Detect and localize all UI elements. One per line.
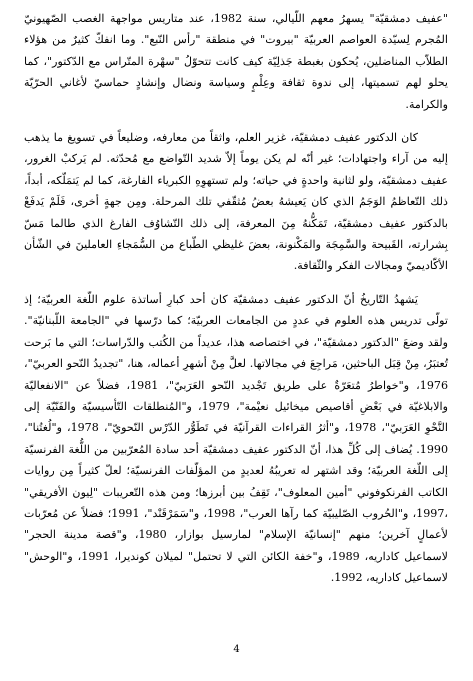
paragraph-3: يَشهدُ التّاريخُ أنّ الدكتور عفيف دمشقيّة كان أحد كبارِ أساتذة علوم اللّغة العربيّة؛ إذ تولّى تدريس هذه العلوم في عددٍ من الجامعات العربيّة؛ كما درّسها في "الجامعة اللّبنانيّة". ولقد وضعَ "الدكتور دمشقيّة"، في اختصاصه هذا، عديداً من الكُتب والدّراسات؛ التي ما بَرحت تُعتبَرُ، مِنْ قِبَل الباحثين، مَراجِعَ في مجالاتها. لعلَّ مِنْ أشهرِ أعماله، هنا، "تجديدُ النّحو العربيّ"، 1976، و"خواطرُ مُتعَرّةٌ على طريق تَجْديد النّحو العَرَبيّ"، 1981، فضلاً عن "الانفعاليّة والابلاغيّة في بَعْضِ أقاصيص ميخائيل نعيْمة"، 1979، و"المُنطلقات التّأسيسيّة والفَنّيّة إلى النَّحْوِ العَرَبيّ"، 1978، و"أثرُ القراءات القرآنيّة في تَطَوُّر الدّرْس النّحويّ"، 1978، و"لُغتُنا"، 1990. يُضاف إلى كُلِّ هذا، أنّ الدكتور عفيف دمشقيّة أحد سادة المُعرّبين من اللُّغة الفرنسيّة إلى اللّغة العربيّة؛ وقد اشتهر له تعريبُهُ لعديدٍ من المؤلّفات الفرنسيّة؛ لعلّ كثيراً مِن روايات الكاتب الفرنكوفوني "أمين المعلوف"، تَقِفُ بين أبرزها؛ ومن هذه التّعريبات "لِيون الأفريقي" ،1997، و"الحُروب الصّليبيّة كما رآها العرب"، 1998، و"سَمَرْقَنْد"، 1991؛ فضلاً عن مُعرّبات لأعمالٍ آخرين؛ منهم "إنسانيّة الإسلام" لمارسيل بوازار، 1980، و"قصة مدينة الحجر" لاسماعيل كاداريه، 1989، و"خفة الكائن التي لا تحتمل" لميلان كونديرا، 1991، و"الوحش" لاسماعيل كاداريه، 1992. (24, 292, 448, 585)
paragraph-1: "عفيف دمشقيّة" يسهرُ معهم اللّيالي، سنة 1982، عند متاريس مواجهة الغصب الصّهيونيّ المُجرم لِسيّدة العواصم العربيّة "بيروت" في منطقة "رأس النّبع". وما انفكّ كثيرٌ من هؤلاء الطلاّب المناضلين، يُحكون بغبطة جَذلِيّة كيف كانت تتحوّلُ "سهْرة المتّراس مع الدّكتور"، كما يحلو لهم تسميتها، إلى ندوة ثقافة وعِلْمٍ وسياسة ونضال وإنشادٍ حماسيّ لأغاني الحرّيّة والكرامة. (24, 12, 448, 111)
page-body-text (24, 8, 448, 601)
paragraph-2: كان الدكتور عفيف دمشقيّة، غزير العلم، واثقاً من معارفه، وضليعاً في تسويغ ما يذهب إليه من آراء واجتهادات؛ غير أنّه لم يكن يوماً إلاّ شديد التّواضع مع مُحدّثه. لم يَركبْ الغرور، عفيف دمشقيّة، ولو لثانية واحدةٍ في حياته؛ ولم تستهوِهِ الكبرياء الفارغة، كما لم يَتمَلّكه، أبداً، ذلك التّعاظمُ الوَجَمُ الذي كان يَعيشهُ بعضُ مُثقّفي تلك المرحلة. ومِن جهةٍ أخرى، فَلَمْ يَدفَعْ بالدكتور عفيف دمشقيّة، تَمَكُّنهُ مِنَ المعرفة، إلى ذلك التّشاوُف الفارغ الذي طالما مَسّ بِشرارته، القَبيحة والسَّمِجَة والمَكْنونة، بعضَ غليظي الطّباع من السُّمَجاءِ العاملينَ في الشّأن الأكّاديميّ ومجالات الفكر والثّقافة. (24, 131, 448, 273)
page-number: 4 (233, 644, 240, 655)
